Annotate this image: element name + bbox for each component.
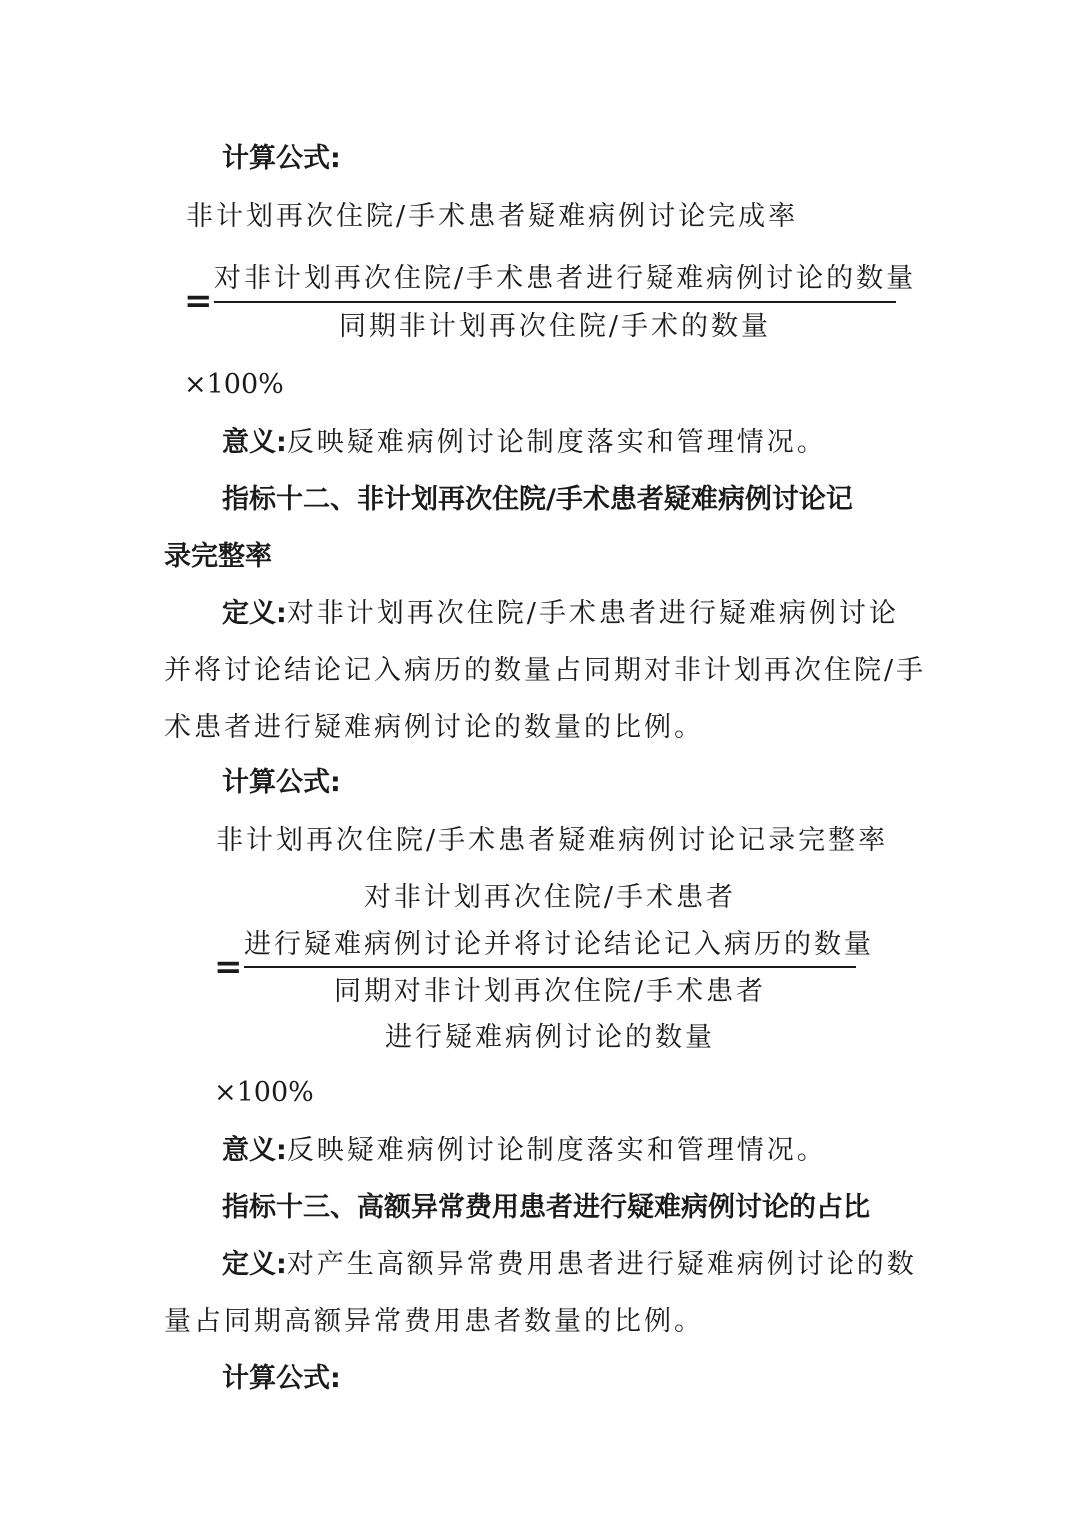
formula-name: 非计划再次住院/手术患者疑难病例讨论记录完整率 [216,825,889,856]
fraction-denominator-cont: 进行疑难病例讨论的数量 [385,1022,715,1053]
fraction-bar [214,301,896,303]
equals-sign: = [214,947,243,987]
formula-label: 计算公式: [222,767,341,798]
meaning-paragraph [222,1134,827,1168]
definition-text: 对非计划再次住院/手术患者进行疑难病例讨论 [286,598,899,629]
meaning-label: 意义: [222,1135,287,1166]
definition-paragraph [222,1248,917,1282]
indicator-12-title-cont: 录完整率 [164,541,272,572]
meaning-text: 反映疑难病例讨论制度落实和管理情况。 [286,427,827,458]
meaning-paragraph [222,426,827,460]
definition-text-cont: 量占同期高额异常费用患者数量的比例。 [164,1306,704,1337]
formula-label: 计算公式: [222,143,341,174]
indicator-13-title: 指标十三、高额异常费用患者进行疑难病例讨论的占比 [222,1192,870,1223]
fraction-denominator: 同期对非计划再次住院/手术患者 [333,976,767,1007]
definition-label: 定义: [222,1249,287,1280]
equals-sign: = [184,281,213,321]
multiplier: ×100% [214,1077,314,1108]
fraction-numerator: 对非计划再次住院/手术患者 [363,882,737,913]
formula-label: 计算公式: [222,1363,341,1394]
formula-name: 非计划再次住院/手术患者疑难病例讨论完成率 [186,201,799,232]
indicator-12-title: 指标十二、非计划再次住院/手术患者疑难病例讨论记 [222,484,853,515]
fraction-bar [244,966,856,968]
fraction-denominator: 同期非计划再次住院/手术的数量 [338,311,772,342]
definition-text: 对产生高额异常费用患者进行疑难病例讨论的数 [286,1249,917,1280]
fraction-numerator-cont: 进行疑难病例讨论并将讨论结论记入病历的数量 [244,929,874,960]
meaning-label: 意义: [222,427,287,458]
definition-label: 定义: [222,598,287,629]
definition-text-cont: 并将讨论结论记入病历的数量占同期对非计划再次住院/手 [164,655,927,686]
meaning-text: 反映疑难病例讨论制度落实和管理情况。 [286,1135,827,1166]
multiplier: ×100% [184,369,284,400]
fraction-numerator: 对非计划再次住院/手术患者进行疑难病例讨论的数量 [214,263,917,294]
definition-text-cont: 术患者进行疑难病例讨论的数量的比例。 [164,712,704,743]
definition-paragraph [222,597,899,631]
